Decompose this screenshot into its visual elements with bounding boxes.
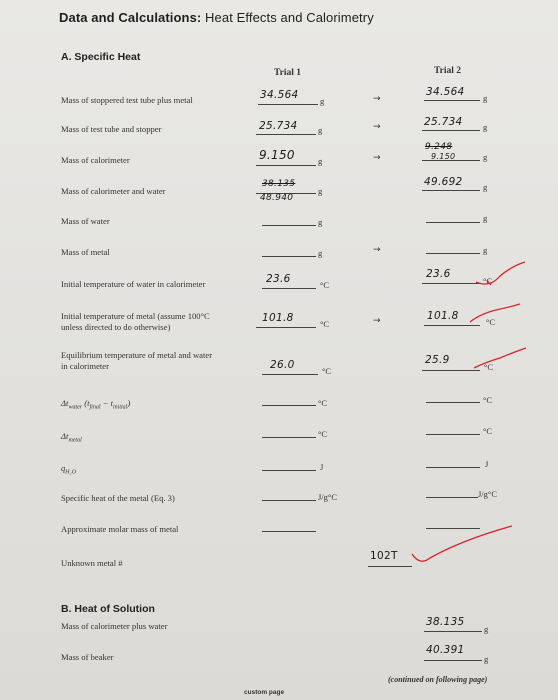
row-label-metal-mass: Mass of metal xyxy=(61,247,110,257)
handwritten-value: 25.9 xyxy=(425,354,450,366)
handwritten-value: 23.6 xyxy=(266,273,291,285)
unit: °C xyxy=(320,319,330,329)
row-label-q-water: $q_{H_2O}$ xyxy=(61,463,77,476)
unit: J xyxy=(320,462,324,472)
struck-value: 9.248 xyxy=(425,142,453,152)
unit: °C xyxy=(318,398,328,408)
copy-arrow: → xyxy=(373,245,381,255)
unit: °C xyxy=(322,366,332,376)
row-label-beaker-mass: Mass of beaker xyxy=(61,652,114,662)
handwritten-value: 48.940 xyxy=(260,193,294,203)
unit: g xyxy=(318,217,323,227)
unit: J xyxy=(485,459,489,469)
check-mark-initial-water xyxy=(476,262,525,284)
unit: °C xyxy=(320,280,330,290)
handwritten-value: 49.692 xyxy=(424,176,463,188)
unit: °C xyxy=(484,362,494,372)
trial-2-header: Trial 2 xyxy=(434,66,462,76)
row-label-stoppered-tube-metal: Mass of stoppered test tube plus metal xyxy=(61,95,193,105)
check-mark-initial-metal xyxy=(470,304,520,322)
unit: °C xyxy=(486,317,496,327)
unit: °C xyxy=(483,395,493,405)
copy-arrow: → xyxy=(373,316,381,326)
handwritten-value: 102T xyxy=(370,550,398,562)
row-label-delta-t-water: $\Delta t_{water}$ $(t_{final} - t_{initial})$ xyxy=(61,398,131,411)
unit: g xyxy=(318,125,323,135)
handwritten-value: 38.135 xyxy=(426,616,465,628)
copy-arrow: → xyxy=(373,153,381,163)
label-line-2: unless directed to do otherwise) xyxy=(61,322,171,332)
row-label-unknown-metal: Unknown metal # xyxy=(61,558,123,568)
row-label-tube-stopper: Mass of test tube and stopper xyxy=(61,124,162,134)
handwritten-value: 25.734 xyxy=(424,116,463,128)
row-label-specific-heat: Specific heat of the metal (Eq. 3) xyxy=(61,493,175,503)
handwritten-value: 9.150 xyxy=(259,148,295,162)
unit: g xyxy=(483,122,488,132)
unit: g xyxy=(484,624,489,634)
unit: g xyxy=(484,654,489,664)
handwritten-value: 101.8 xyxy=(262,312,294,324)
handwritten-value: 26.0 xyxy=(270,359,295,371)
trial-1-header: Trial 1 xyxy=(274,68,302,78)
row-label-delta-t-metal: $\Delta t_{metal}$ xyxy=(61,431,82,444)
row-label-molar-mass: Approximate molar mass of metal xyxy=(61,524,179,534)
label-line-2: in calorimeter xyxy=(61,361,109,371)
title-bold: Data and Calculations: xyxy=(59,10,202,25)
row-label-calorimeter: Mass of calorimeter xyxy=(61,155,130,165)
row-label-water-mass: Mass of water xyxy=(61,216,110,226)
unit: g xyxy=(483,152,488,162)
handwritten-value: 34.564 xyxy=(426,86,465,98)
check-mark-equilibrium xyxy=(474,348,526,368)
unit: J/g°C xyxy=(478,489,497,499)
copy-arrow: → xyxy=(373,122,381,132)
row-label-initial-water-temp: Initial temperature of water in calorimeter xyxy=(61,279,206,289)
copy-arrow: → xyxy=(373,94,381,104)
handwritten-value: 23.6 xyxy=(426,268,451,280)
unit: J/g°C xyxy=(318,492,337,502)
unit: g xyxy=(318,186,323,196)
label-line-1: Equilibrium temperature of metal and water xyxy=(61,350,213,360)
unit: g xyxy=(483,245,488,255)
handwritten-value: 34.564 xyxy=(260,89,299,101)
label-line-1: Initial temperature of metal (assume 100°C xyxy=(61,311,210,321)
unit: g xyxy=(318,156,323,166)
row-label-calorimeter-plus-water: Mass of calorimeter plus water xyxy=(61,621,168,631)
title-rest: Heat Effects and Calorimetry xyxy=(201,10,374,25)
check-mark-unknown-metal xyxy=(412,526,512,561)
handwritten-value: 40.391 xyxy=(426,644,465,656)
unit: g xyxy=(483,213,488,223)
struck-value: 38.135 xyxy=(262,179,296,189)
handwritten-value: 9.150 xyxy=(431,152,456,161)
unit: g xyxy=(483,182,488,192)
handwritten-value: 101.8 xyxy=(427,310,459,322)
unit: °C xyxy=(483,276,493,286)
section-a-heading: A. Specific Heat xyxy=(61,51,141,63)
section-b-heading: B. Heat of Solution xyxy=(61,603,155,615)
custom-page-footer: custom page xyxy=(244,689,285,696)
continued-note: (continued on following page) xyxy=(388,675,488,684)
unit: g xyxy=(483,93,488,103)
unit: g xyxy=(318,248,323,258)
row-label-calorimeter-water: Mass of calorimeter and water xyxy=(61,186,166,196)
unit: g xyxy=(320,96,325,106)
handwritten-value: 25.734 xyxy=(259,120,298,132)
unit: °C xyxy=(483,426,493,436)
unit: °C xyxy=(318,429,328,439)
